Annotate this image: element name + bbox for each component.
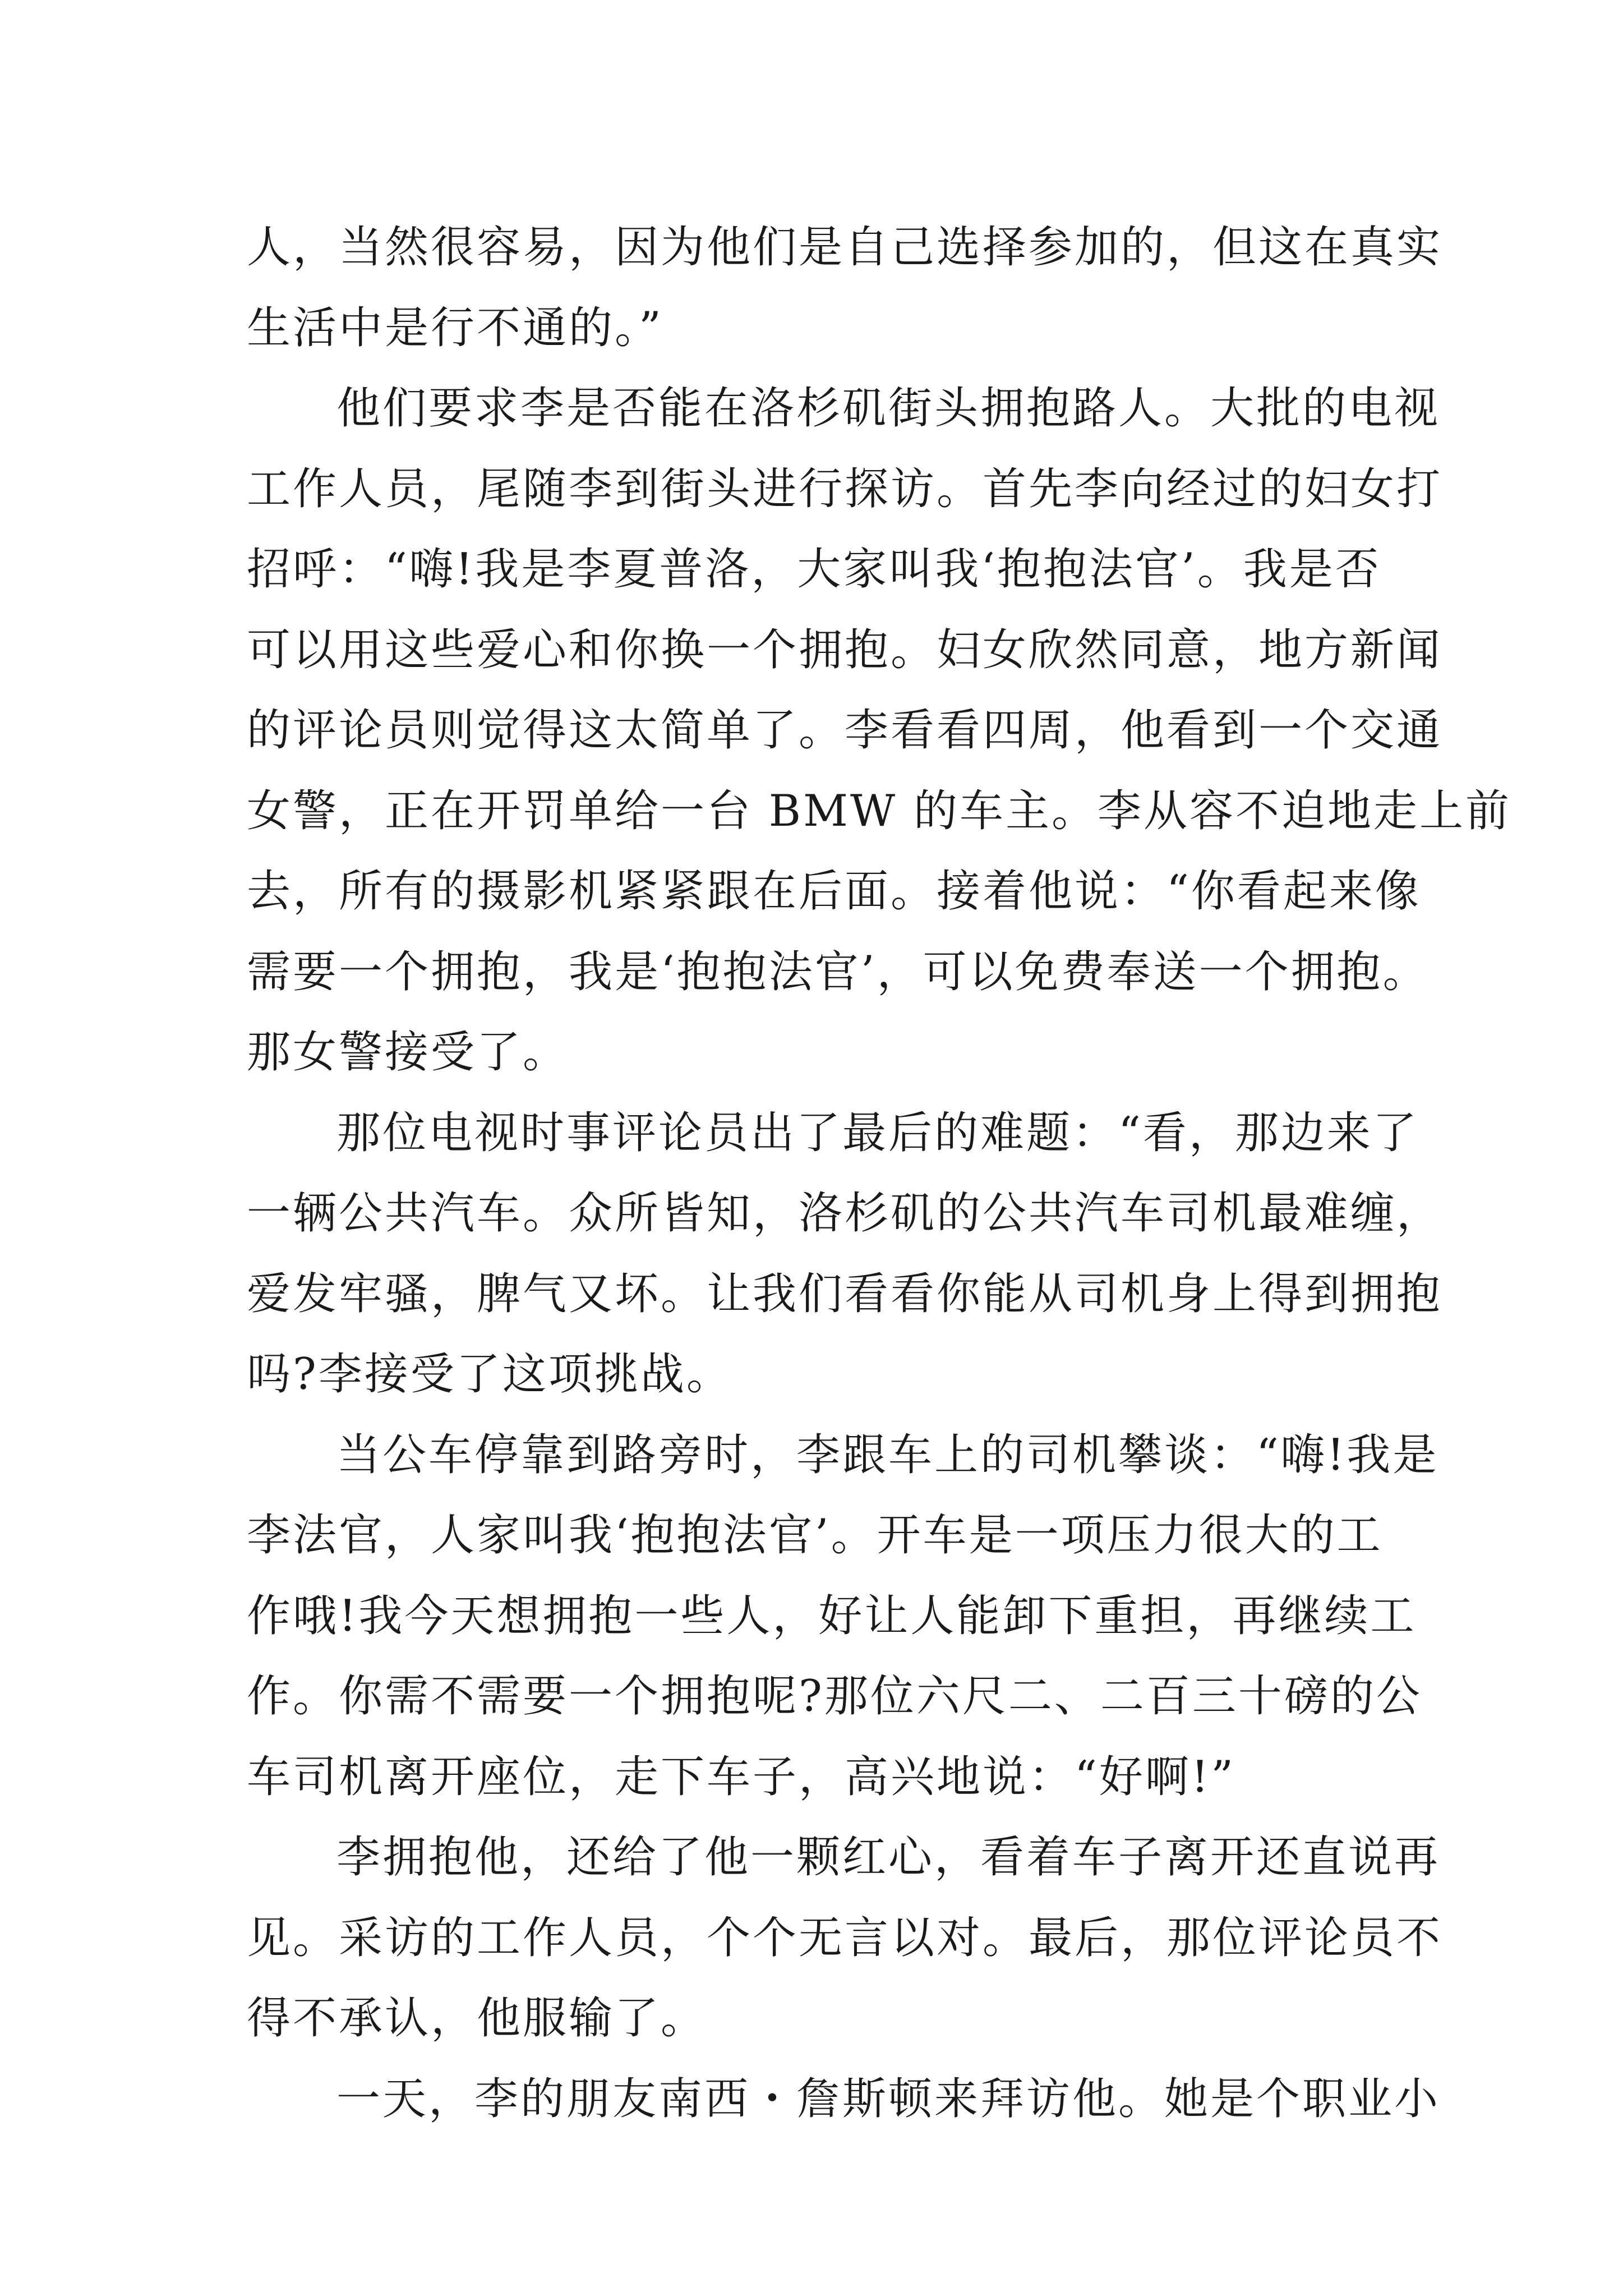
text-line: 作哦!我今天想拥抱一些人，好让人能卸下重担，再继续工: [247, 1590, 1417, 1641]
text-line: 得不承认，他服输了。: [247, 1993, 707, 2044]
text-line: 女警，正在开罚单给一台 BMW 的车主。李从容不迫地走上前: [247, 785, 1511, 836]
text-line: 工作人员，尾随李到街头进行探访。首先李向经过的妇女打: [247, 463, 1443, 514]
text-line: 可以用这些爱心和你换一个拥抱。妇女欣然同意，地方新闻: [247, 624, 1443, 675]
text-line: 见。采访的工作人员，个个无言以对。最后，那位评论员不: [247, 1912, 1443, 1963]
text-line: 那位电视时事评论员出了最后的难题：“看，那边来了: [336, 1107, 1419, 1158]
text-line: 李法官，人家叫我‘抱抱法官’。开车是一项压力很大的工: [247, 1510, 1383, 1561]
text-line: 车司机离开座位，走下车子，高兴地说：“好啊!”: [247, 1751, 1236, 1802]
document-body: [247, 208, 1511, 2139]
text-line: 那女警接受了。: [247, 1027, 569, 1078]
text-line: 需要一个拥抱，我是‘抱抱法官’，可以免费奉送一个拥抱。: [247, 946, 1429, 997]
text-line: 生活中是行不通的。”: [247, 302, 663, 353]
text-line: 当公车停靠到路旁时，李跟车上的司机攀谈：“嗨!我是: [336, 1429, 1439, 1480]
text-line: 人，当然很容易，因为他们是自己选择参加的，但这在真实: [247, 222, 1443, 273]
text-line: 去，所有的摄影机紧紧跟在后面。接着他说：“你看起来像: [247, 866, 1421, 917]
text-line: 一天，李的朋友南西・詹斯顿来拜访他。她是个职业小: [336, 2073, 1441, 2124]
text-line: 吗?李接受了这项挑战。: [247, 1349, 732, 1400]
text-line: 一辆公共汽车。众所皆知，洛杉矶的公共汽车司机最难缠，: [247, 1188, 1443, 1239]
text-line: 招呼：“嗨!我是李夏普洛，大家叫我‘抱抱法官’。我是否: [247, 544, 1381, 595]
text-line: 爱发牢骚，脾气又坏。让我们看看你能从司机身上得到拥抱: [247, 1268, 1443, 1319]
text-line: 他们要求李是否能在洛杉矶街头拥抱路人。大批的电视: [336, 383, 1441, 434]
text-line: 李拥抱他，还给了他一颗红心，看着车子离开还直说再: [336, 1832, 1441, 1883]
text-line: 作。你需不需要一个拥抱呢?那位六尺二、二百三十磅的公: [247, 1671, 1422, 1722]
text-line: 的评论员则觉得这太简单了。李看看四周，他看到一个交通: [247, 705, 1443, 756]
